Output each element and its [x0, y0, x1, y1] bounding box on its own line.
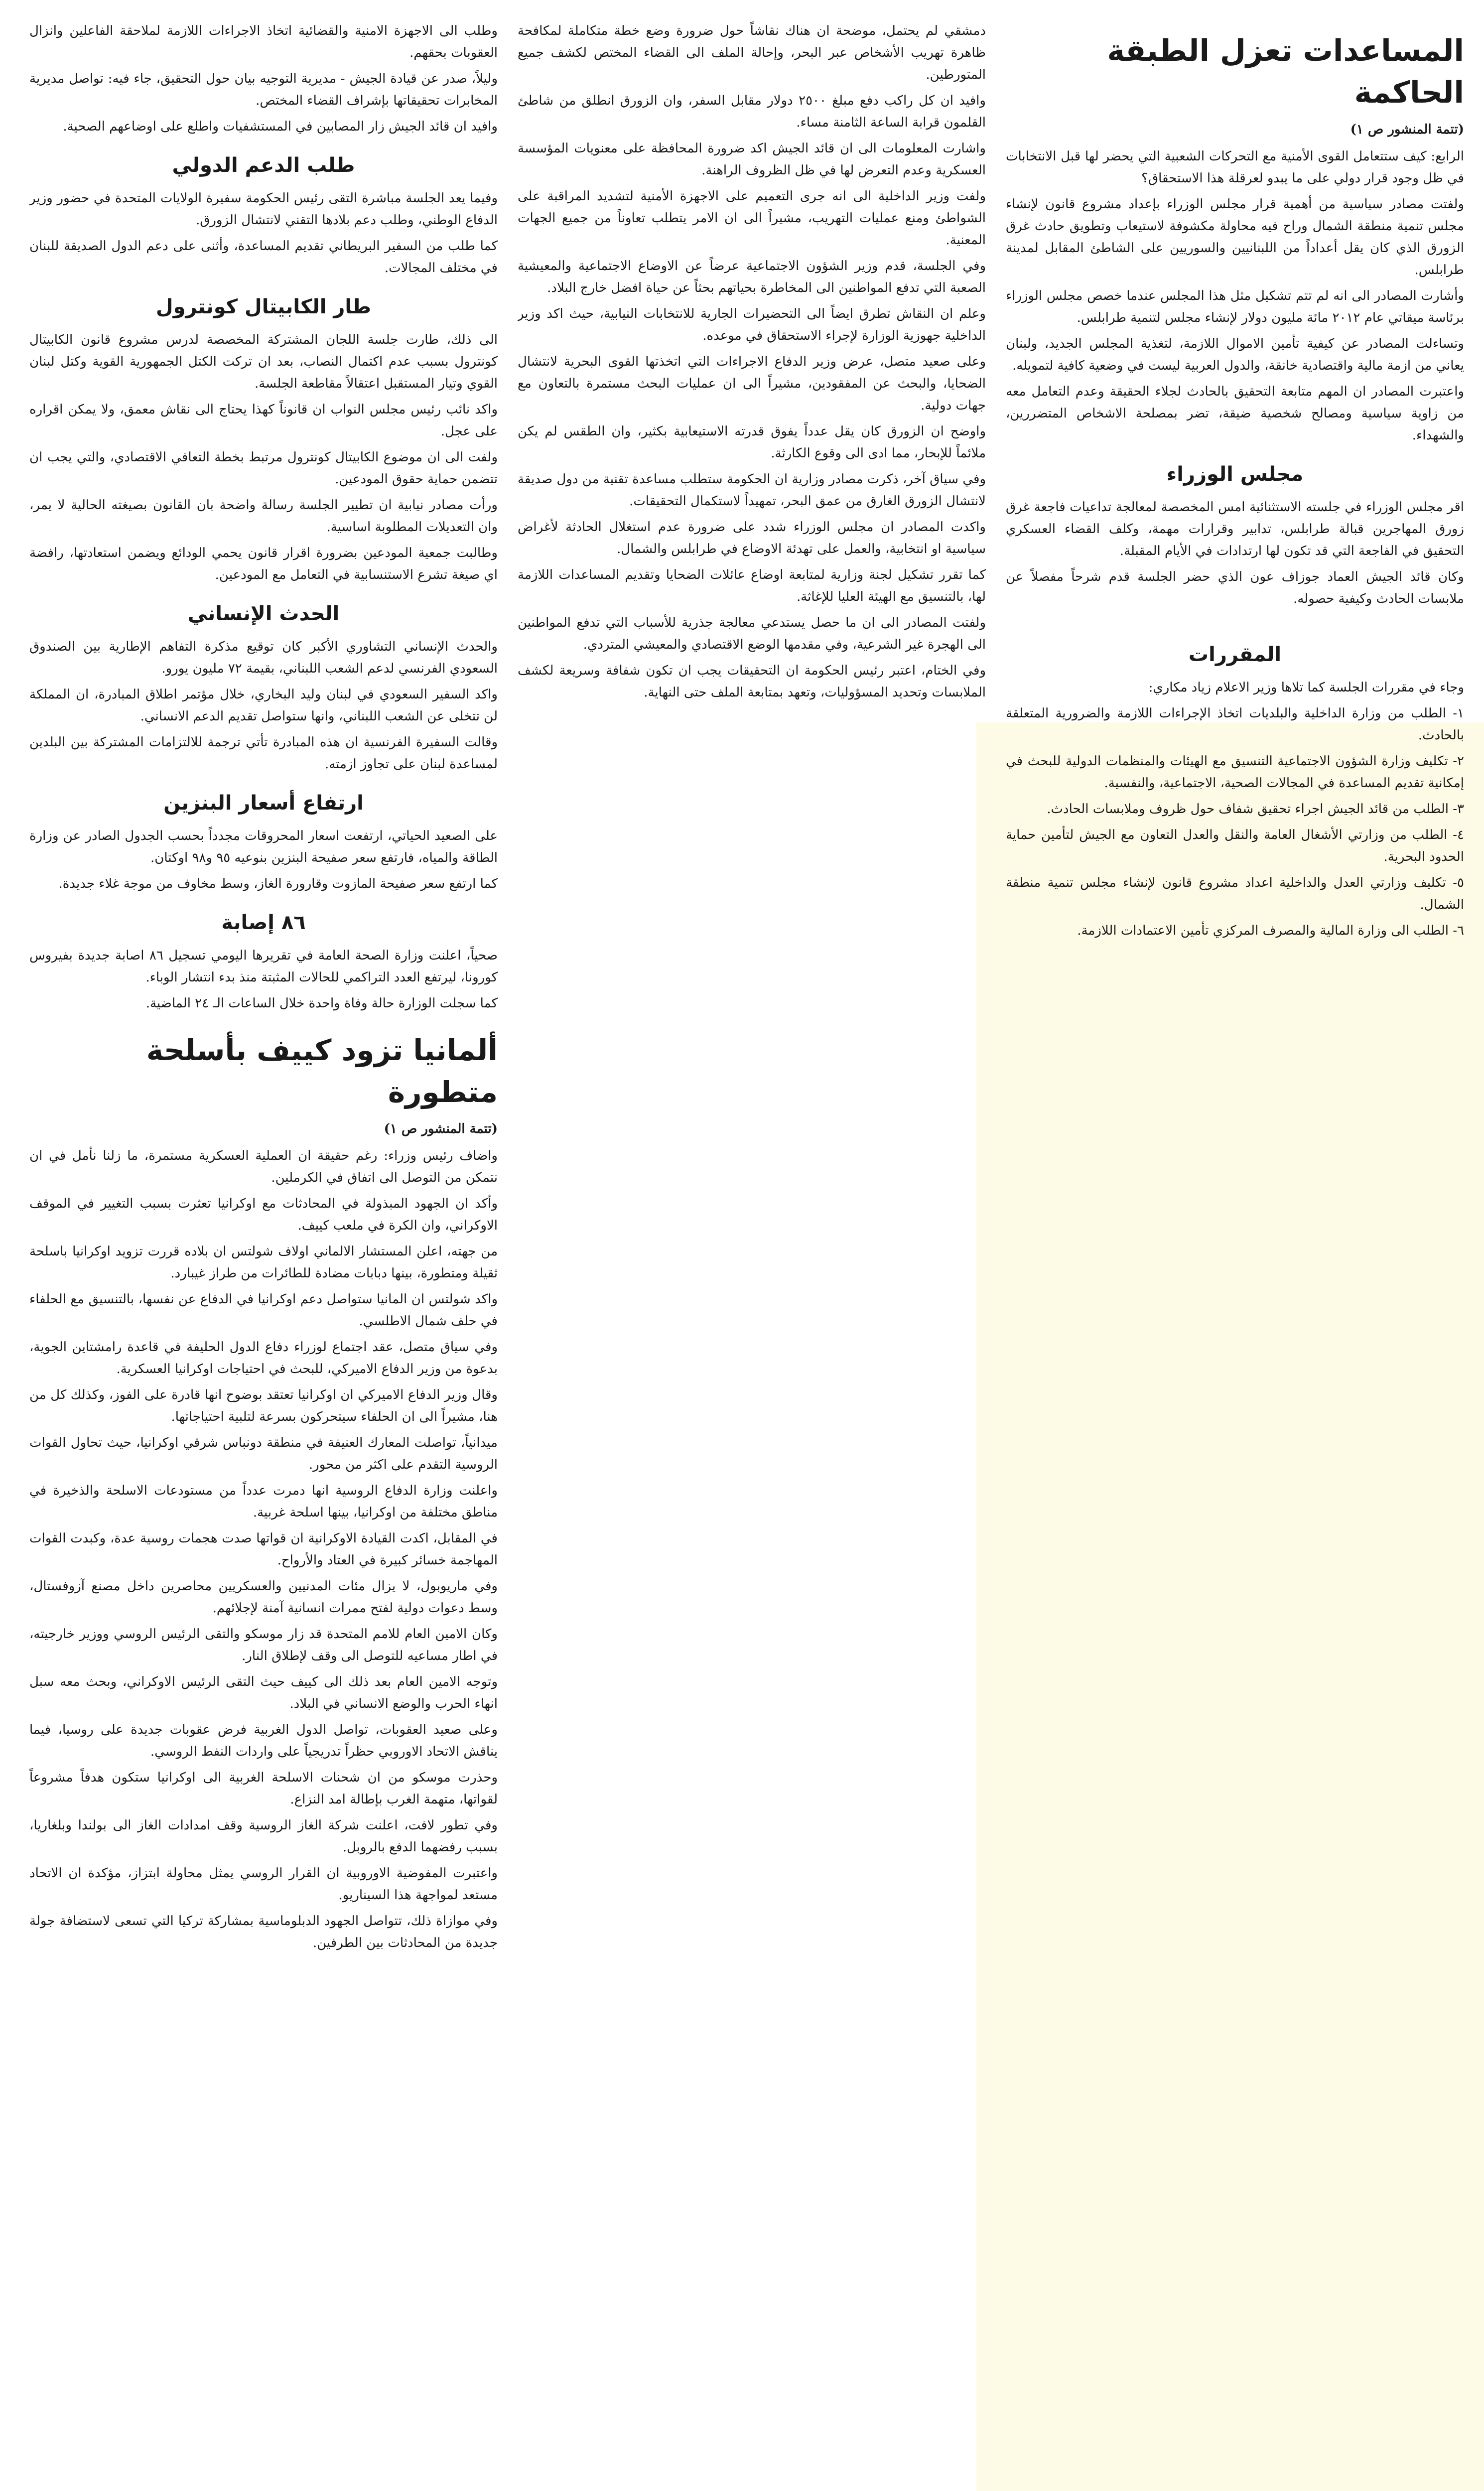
section-heading-measures: المقررات — [1188, 643, 1282, 666]
paragraph: وفي الجلسة، قدم وزير الشؤون الاجتماعية عرضاً عن الاوضاع الاجتماعية والمعيشية الصعبة التي تدفع المواطنين الى المخاطرة بحياتهم بحثاً عن حياة افضل خارج البلاد. — [518, 259, 986, 295]
paragraph: وتوجه الامين العام بعد ذلك الى كييف حيث التقى الرئيس الاوكراني، وبحث معه سبل انهاء الحرب والوضع الانساني في البلاد. — [29, 1674, 498, 1711]
paragraph: وفي موازاة ذلك، تتواصل الجهود الدبلوماسية بمشاركة تركيا التي تسعى لاستضافة جولة جديدة من المحادثات بين الطرفين. — [29, 1914, 498, 1950]
paragraph: وعلم ان النقاش تطرق ايضاً الى التحضيرات الجارية للانتخابات النيابية، حيث اكد وزير الداخلية جهوزية الوزارة لإجراء الاستحقاق في موعده. — [518, 306, 986, 343]
paragraph: ميدانياً، تواصلت المعارك العنيفة في منطقة دونباس شرقي اوكرانيا، حيث تحاول القوات الروسية التقدم على اكثر من محور. — [29, 1435, 498, 1472]
paragraph: كما تقرر تشكيل لجنة وزارية لمتابعة اوضاع عائلات الضحايا وتقديم المساعدات اللازمة لها، بالتنسيق مع الهيئة العليا للإغاثة. — [518, 567, 986, 604]
section-heading-fuel-prices: ارتفاع أسعار البنزين — [163, 792, 364, 815]
paragraph: ٣- الطلب من قائد الجيش اجراء تحقيق شفاف حول ظروف وملابسات الحادث. — [1047, 802, 1464, 817]
paragraph: ١- الطلب من وزارة الداخلية والبلديات اتخاذ الإجراءات اللازمة والضرورية المتعلقة بالحادث. — [1006, 706, 1464, 743]
paragraph: واعتبرت المصادر ان المهم متابعة التحقيق بالحادث لجلاء الحقيقة وعدم التعامل معه من زاوية سياسية ومصالح شخصية ضيقة، تضر بمصلحة الاشخاص المتضررين، والشهداء. — [1006, 384, 1464, 443]
section-heading-council: مجلس الوزراء — [1166, 463, 1304, 486]
paragraph: واشارت المعلومات الى ان قائد الجيش اكد ضرورة المحافظة على معنويات المؤسسة العسكرية وعدم التعرض لها في ظل الظروف الراهنة. — [518, 141, 986, 178]
paragraph: وكان قائد الجيش العماد جوزاف عون الذي حضر الجلسة قدم شرحاً مفصلاً عن ملابسات الحادث وكيفية حصوله. — [1006, 569, 1464, 606]
paragraph: اقر مجلس الوزراء في جلسته الاستثنائية امس المخصصة لمعالجة تداعيات فاجعة غرق زورق المهاجرين قبالة طرابلس، تدابير وقرارات مهمة، وكلف القضاء العسكري التحقيق في الفاجعة التي قد تكون لها ارتدادات في الأيام المقبلة. — [1006, 500, 1464, 558]
paragraph: ولفتت المصادر الى ان ما حصل يستدعي معالجة جذرية للأسباب التي تدفع المواطنين الى الهجرة غير الشرعية، وفي مقدمها الوضع الاقتصادي والمعيشي المتردي. — [518, 615, 986, 652]
article-title-germany: ألمانيا تزود كييف بأسلحة متطورة — [146, 1033, 498, 1109]
paragraph: ولفت وزير الداخلية الى انه جرى التعميم على الاجهزة الأمنية لتشديد المراقبة على الشواطئ ومنع عمليات التهريب، مشيراً الى ان الامر يتطلب تعاوناً من جميع الجهات المعنية. — [518, 189, 986, 248]
paragraph: وفي ماريوبول، لا يزال مئات المدنيين والعسكريين محاصرين داخل مصنع آزوفستال، وسط دعوات دولية لفتح ممرات انسانية آمنة لإجلائهم. — [29, 1579, 498, 1616]
paragraph: من جهته، اعلن المستشار الالماني اولاف شولتس ان بلاده قررت تزويد اوكرانيا باسلحة ثقيلة ومتطورة، بينها دبابات مضادة للطائرات من طراز غيبارد. — [29, 1244, 498, 1281]
paragraph: الى ذلك، طارت جلسة اللجان المشتركة المخصصة لدرس مشروع قانون الكابيتال كونترول بسبب عدم اكتمال النصاب، بعد ان تركت الكتل الجمهورية القوية وكتل لبنان القوي وتيار المستقبل اعتقالاً مقاطعة الجلسة. — [29, 332, 498, 391]
column-right — [1006, 20, 1464, 2491]
paragraph: واوضح ان الزورق كان يقل عدداً يفوق قدرته الاستيعابية بكثير، وان الطقس لم يكن ملائماً للإبحار، مما ادى الى وقوع الكارثة. — [518, 424, 986, 461]
continuation-note: (تتمة المنشور ص ١) — [384, 1121, 498, 1136]
paragraph: وفيما يعد الجلسة مباشرة التقى رئيس الحكومة سفيرة الولايات المتحدة في حضور وزير الدفاع الوطني، وطلب دعم بلادها التقني لانتشال الزورق. — [29, 191, 498, 228]
paragraph: وحذرت موسكو من ان شحنات الاسلحة الغربية الى اوكرانيا ستكون هدفاً مشروعاً لقواتها، متهمة الغرب بإطالة امد النزاع. — [29, 1770, 498, 1807]
paragraph: ولفت الى ان موضوع الكابيتال كونترول مرتبط بخطة التعافي الاقتصادي، والتي يجب ان تتضمن حماية حقوق المودعين. — [29, 450, 498, 487]
paragraph: كما ارتفع سعر صفيحة المازوت وقارورة الغاز، وسط مخاوف من موجة غلاء جديدة. — [58, 876, 498, 891]
paragraph: ورأت مصادر نيابية ان تطيير الجلسة رسالة واضحة بان القانون بصيغته الحالية لا يمر، وان التعديلات المطلوبة اساسية. — [29, 498, 498, 535]
paragraph: دمشقي لم يحتمل، موضحة ان هناك نقاشاً حول ضرورة وضع خطة متكاملة لمكافحة ظاهرة تهريب الأشخاص عبر البحر، وإحالة الملف الى القضاء المختص لكشف جميع المتورطين. — [518, 23, 986, 82]
paragraph: وجاء في مقررات الجلسة كما تلاها وزير الاعلام زياد مكاري: — [1148, 680, 1464, 695]
paragraph: وكان الامين العام للامم المتحدة قد زار موسكو والتقى الرئيس الروسي ووزير خارجيته، في اطار مساعيه للتوصل الى وقف لإطلاق النار. — [29, 1627, 498, 1663]
continuation-note: (تتمة المنشور ص ١) — [1350, 122, 1464, 137]
paragraph: واعلنت وزارة الدفاع الروسية انها دمرت عدداً من مستودعات الاسلحة والذخيرة في مناطق مختلفة من اوكرانيا، بينها اسلحة غربية. — [29, 1483, 498, 1520]
paragraph: وتساءلت المصادر عن كيفية تأمين الاموال اللازمة، لتغذية المجلس الجديد، ولبنان يعاني من ازمة مالية واقتصادية خانقة، والدول العربية ليست في وضعية كافية لتمويله. — [1006, 336, 1464, 373]
paragraph: وليلاً، صدر عن قيادة الجيش - مديرية التوجيه بيان حول التحقيق، جاء فيه: تواصل مديرية المخابرات تحقيقاتها بإشراف القضاء المختص. — [29, 71, 498, 108]
paragraph: ٦- الطلب الى وزارة المالية والمصرف المركزي تأمين الاعتمادات اللازمة. — [1077, 923, 1464, 938]
column-middle — [518, 20, 986, 2491]
paragraph: وفي تطور لافت، اعلنت شركة الغاز الروسية وقف امدادات الغاز الى بولندا وبلغاريا، بسبب رفضهما الدفع بالروبل. — [29, 1818, 498, 1855]
paragraph: واكد نائب رئيس مجلس النواب ان قانوناً كهذا يحتاج الى نقاش معمق، ولا يمكن اقراره على عجل. — [29, 402, 498, 439]
paragraph: وعلى صعيد متصل، عرض وزير الدفاع الاجراءات التي اتخذتها القوى البحرية لانتشال الضحايا، والبحث عن المفقودين، مشيراً الى ان عمليات البحث مستمرة بالتعاون مع جهات دولية. — [518, 354, 986, 413]
section-heading-support: طلب الدعم الدولي — [172, 154, 355, 177]
paragraph: ٤- الطلب من وزارتي الأشغال العامة والنقل والعدل التعاون مع الجيش لتأمين حماية الحدود البحرية. — [1006, 828, 1464, 864]
paragraph: وافيد ان كل راكب دفع مبلغ ٢٥٠٠ دولار مقابل السفر، وان الزورق انطلق من شاطئ القلمون قرابة الساعة الثامنة مساء. — [518, 93, 986, 130]
column-left — [29, 20, 498, 2491]
paragraph: وافيد ان قائد الجيش زار المصابين في المستشفيات واطلع على اوضاعهم الصحية. — [63, 119, 498, 134]
paragraph: واضاف رئيس وزراء: رغم حقيقة ان العملية العسكرية مستمرة، ما زلنا نأمل في ان نتمكن من التوصل الى اتفاق في الكرملين. — [29, 1148, 498, 1185]
paragraph: ٢- تكليف وزارة الشؤون الاجتماعية التنسيق مع الهيئات والمنظمات الدولية للبحث في إمكانية تقديم المساعدة في المجالات الصحية، الاجتماعية، والنفسية. — [1006, 754, 1464, 791]
paragraph: على الصعيد الحياتي، ارتفعت اسعار المحروقات مجدداً بحسب الجدول الصادر عن وزارة الطاقة والمياه، فارتفع سعر صفيحة البنزين بنوعيه ٩٥ و٩٨ اوكتان. — [29, 829, 498, 865]
paragraph: وفي سياق آخر، ذكرت مصادر وزارية ان الحكومة ستطلب مساعدة تقنية من دول صديقة لانتشال الزورق الغارق من عمق البحر، تمهيداً لاستكمال التحقيقات. — [518, 472, 986, 509]
paragraph: وأكد ان الجهود المبذولة في المحادثات مع اوكرانيا تعثرت بسبب التغيير في الموقف الاوكراني، وان الكرة في ملعب كييف. — [29, 1196, 498, 1233]
paragraph: صحياً، اعلنت وزارة الصحة العامة في تقريرها اليومي تسجيل ٨٦ اصابة جديدة بفيروس كورونا، ليرتفع العدد التراكمي للحالات المثبتة منذ بدء انتشار الوباء. — [29, 948, 498, 985]
paragraph: ولفتت مصادر سياسية من أهمية قرار مجلس الوزراء بإعداد مشروع قانون لإنشاء مجلس تنمية منطقة الشمال وراح فيه محاولة مكشوفة لاستيعاب وتطويق حادث غرق الزورق الذي كان يقل أعداداً من اللبنانيين والسوريين على الشاطئ المقابل لمدينة طرابلس. — [1006, 197, 1464, 277]
paragraph: وفي سياق متصل، عقد اجتماع لوزراء دفاع الدول الحليفة في قاعدة رامشتاين الجوية، بدعوة من وزير الدفاع الاميركي، للبحث في احتياجات اوكرانيا العسكرية. — [29, 1340, 498, 1377]
paragraph: واكد شولتس ان المانيا ستواصل دعم اوكرانيا في الدفاع عن نفسها، بالتنسيق مع الحلفاء في حلف شمال الاطلسي. — [29, 1292, 498, 1329]
paragraph: وأشارت المصادر الى انه لم تتم تشكيل مثل هذا المجلس عندما خصص مجلس الوزراء برئاسة ميقاتي عام ٢٠١٢ مائة مليون دولار لإنشاء مجلس لتنمية طرابلس. — [1006, 288, 1464, 325]
paragraph: وطالبت جمعية المودعين بضرورة اقرار قانون يحمي الودائع ويضمن استعادتها، رافضة اي صيغة تشرع الاستنسابية في التعامل مع المودعين. — [29, 546, 498, 582]
paragraph: وطلب الى الاجهزة الامنية والقضائية اتخاذ الاجراءات اللازمة لملاحقة الفاعلين وانزال العقوبات بحقهم. — [29, 23, 498, 60]
section-heading-cases: ٨٦ إصابة — [221, 911, 306, 934]
paragraph: واعتبرت المفوضية الاوروبية ان القرار الروسي يمثل محاولة ابتزاز، مؤكدة ان الاتحاد مستعد لمواجهة هذا السيناريو. — [29, 1866, 498, 1903]
paragraph: كما طلب من السفير البريطاني تقديم المساعدة، وأثنى على دعم الدول الصديقة للبنان في مختلف المجالات. — [29, 239, 498, 276]
paragraph: الرابع: كيف ستتعامل القوى الأمنية مع التحركات الشعبية التي يحضر لها قبل الانتخابات في ظل وجود قرار دولي على ما يبدو لعرقلة هذا الاستحقاق؟ — [1006, 149, 1464, 186]
paragraph: وقالت السفيرة الفرنسية ان هذه المبادرة تأتي ترجمة للالتزامات المشتركة بين البلدين لمساعدة لبنان على تجاوز ازمته. — [29, 735, 498, 772]
paragraph: واكدت المصادر ان مجلس الوزراء شدد على ضرورة عدم استغلال الحادثة لأغراض سياسية او انتخابية، والعمل على تهدئة الاوضاع في طرابلس والشمال. — [518, 520, 986, 556]
paragraph: والحدث الإنساني التشاوري الأكبر كان توقيع مذكرة التفاهم الإطارية بين الصندوق السعودي الفرنسي لدعم الشعب اللبناني، بقيمة ٧٢ مليون يورو. — [29, 639, 498, 676]
paragraph: كما سجلت الوزارة حالة وفاة واحدة خلال الساعات الـ ٢٤ الماضية. — [145, 996, 498, 1011]
article-title-aid: المساعدات تعزل الطبقة الحاكمة — [1107, 33, 1464, 110]
paragraph: وقال وزير الدفاع الاميركي ان اوكرانيا تعتقد بوضوح انها قادرة على الفوز، وكذلك كل من هنا، مشيراً الى ان الحلفاء سيتحركون بسرعة لتلبية احتياجاتها. — [29, 1387, 498, 1424]
paragraph: وعلى صعيد العقوبات، تواصل الدول الغربية فرض عقوبات جديدة على روسيا، فيما يناقش الاتحاد الاوروبي حظراً تدريجياً على واردات النفط الروسي. — [29, 1722, 498, 1759]
paragraph: في المقابل، اكدت القيادة الاوكرانية ان قواتها صدت هجمات روسية عدة، وكبدت القوات المهاجمة خسائر كبيرة في العتاد والأرواح. — [29, 1531, 498, 1568]
section-heading-human: الحدث الإنساني — [187, 602, 340, 625]
paragraph: وفي الختام، اعتبر رئيس الحكومة ان التحقيقات يجب ان تكون شفافة وسريعة لكشف الملابسات وتحديد المسؤوليات، وتعهد بمتابعة الملف حتى النهاية. — [518, 663, 986, 700]
section-heading-capital-control: طار الكابيتال كونترول — [155, 295, 372, 318]
paragraph: واكد السفير السعودي في لبنان وليد البخاري، خلال مؤتمر اطلاق المبادرة، ان المملكة لن تتخلى عن الشعب اللبناني، وانها ستواصل تقديم الدعم الانساني. — [29, 687, 498, 724]
paragraph: ٥- تكليف وزارتي العدل والداخلية اعداد مشروع قانون لإنشاء مجلس تنمية منطقة الشمال. — [1006, 875, 1464, 912]
